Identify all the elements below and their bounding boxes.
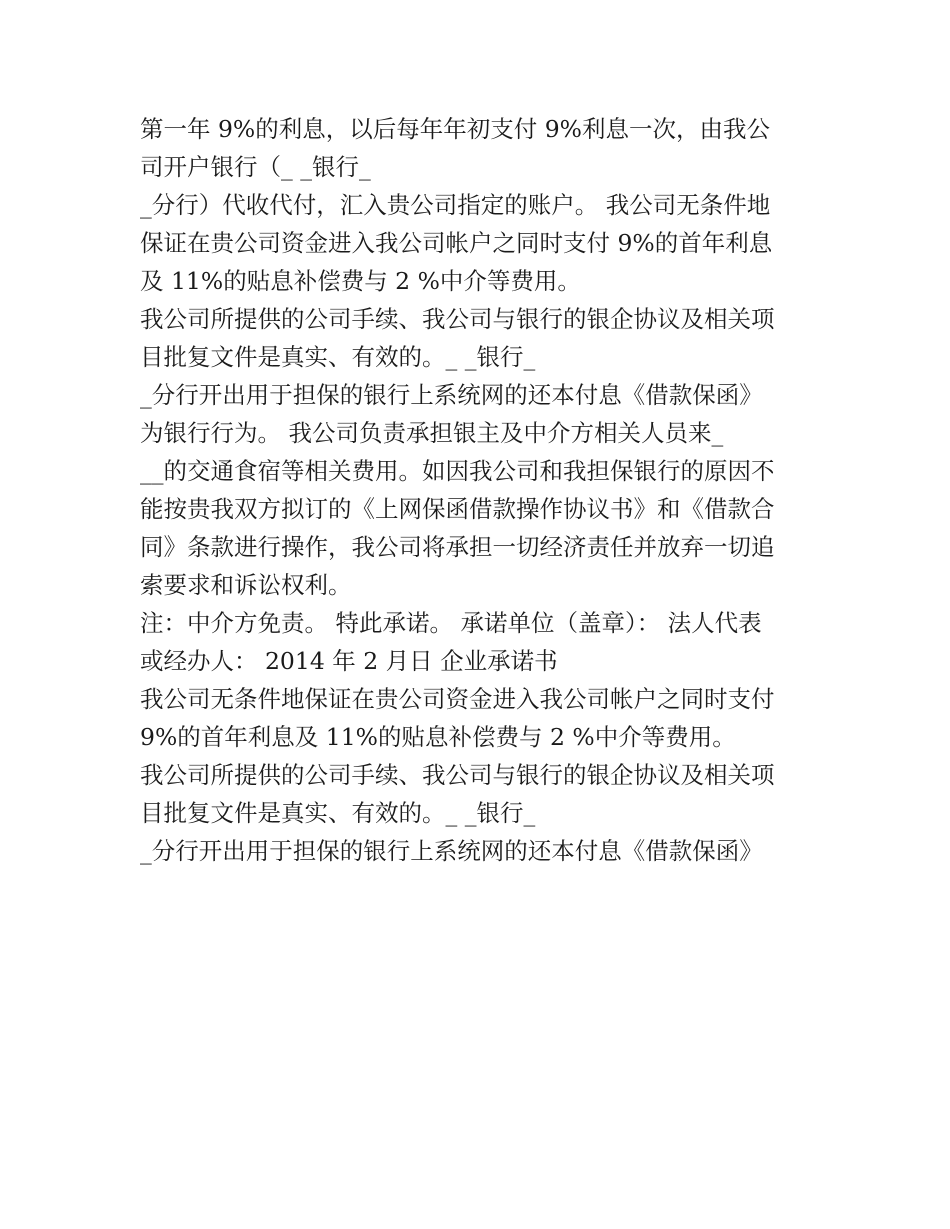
text-line: 及 11%的贴息补偿费与 2 %中介等费用。 [140,267,581,295]
text-line: 目批复文件是真实、有效的。_ _银行_ [140,343,536,371]
text-line: _分行开出用于担保的银行上系统网的还本付息《借款保函》 [140,381,763,409]
text-line: 保证在贵公司资金进入我公司帐户之同时支付 9%的首年利息 [140,229,773,257]
text-line: 同》条款进行操作，我公司将承担一切经济责任并放弃一切追 [140,533,775,561]
document-body [140,110,820,870]
text-line: __的交通食宿等相关费用。如因我公司和我担保银行的原因不 [140,457,775,485]
text-line: 我公司所提供的公司手续、我公司与银行的银企协议及相关项 [140,761,775,789]
text-line: 注：中介方免责。 特此承诺。 承诺单位（盖章）： 法人代表 [140,609,762,637]
text-line: _分行开出用于担保的银行上系统网的还本付息《借款保函》 [140,837,763,865]
text-line: 或经办人： 2014 年 2 月日 企业承诺书 [140,647,558,675]
text-line: 我公司无条件地保证在贵公司资金进入我公司帐户之同时支付 [140,685,775,713]
text-line: 索要求和诉讼权利。 [140,571,352,599]
text-line: 目批复文件是真实、有效的。_ _银行_ [140,799,536,827]
text-line: 为银行行为。 我公司负责承担银主及中介方相关人员来_ [140,419,724,447]
text-line: 第一年 9%的利息，以后每年年初支付 9%利息一次，由我公 [140,115,771,143]
text-line: 能按贵我双方拟订的《上网保函借款操作协议书》和《借款合 [140,495,775,523]
text-line: 司开户银行（_ _银行_ [140,153,371,181]
text-line: _分行）代收代付，汇入贵公司指定的账户。 我公司无条件地 [140,191,771,219]
text-line: 9%的首年利息及 11%的贴息补偿费与 2 %中介等费用。 [140,723,736,751]
text-line: 我公司所提供的公司手续、我公司与银行的银企协议及相关项 [140,305,775,333]
